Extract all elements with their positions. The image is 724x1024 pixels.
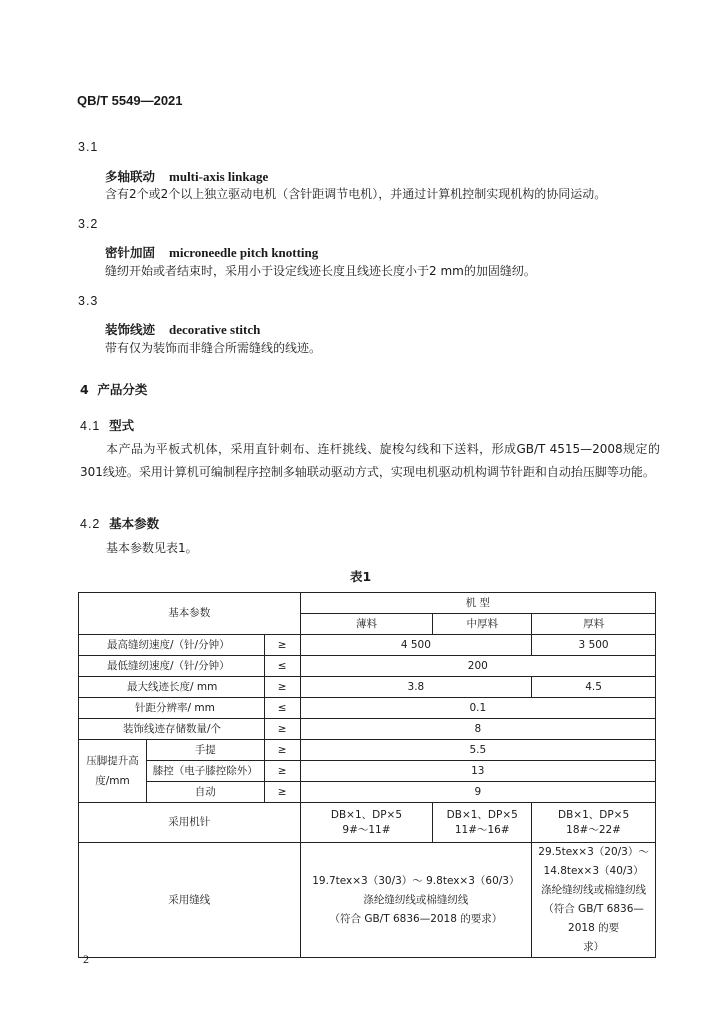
comparison-symbol: ≥ xyxy=(264,761,300,782)
table-row xyxy=(79,803,656,843)
param-label: 自动 xyxy=(146,782,264,803)
value-cell xyxy=(532,803,656,843)
table-caption: 表1 xyxy=(350,569,372,584)
clause-number: 3.1 xyxy=(78,140,99,154)
header-cell: 机 型 xyxy=(300,593,655,614)
table-row xyxy=(79,593,656,614)
needle-size: 9#～11# xyxy=(342,823,391,836)
header-cell: 薄料 xyxy=(300,614,433,635)
thread-standard: 求） xyxy=(583,941,605,953)
section-number: 4 xyxy=(80,382,89,397)
term-definition: 带有仅为装饰而非缝合所需缝线的线迹。 xyxy=(105,341,322,355)
header-cell: 厚料 xyxy=(532,614,656,635)
needle-size: 11#～16# xyxy=(454,823,510,836)
comparison-symbol: ≤ xyxy=(264,656,300,677)
term-heading xyxy=(105,320,260,338)
subsection-number: 4.1 xyxy=(80,419,101,433)
param-label: 膝控（电子膝控除外） xyxy=(146,761,264,782)
needle-type: DB×1、DP×5 xyxy=(557,808,630,821)
value-cell: 3.8 xyxy=(300,677,532,698)
needle-type: DB×1、DP×5 xyxy=(330,808,403,821)
table-row xyxy=(79,782,656,803)
param-label: 装饰线迹存储数量/个 xyxy=(79,719,265,740)
header-cell: 基本参数 xyxy=(79,593,301,635)
value-cell: 8 xyxy=(300,719,655,740)
term-definition: 含有2个或2个以上独立驱动电机（含针距调节电机），并通过计算机控制实现机构的协同运动。 xyxy=(105,187,607,201)
value-cell xyxy=(300,803,433,843)
term-en: decorative stitch xyxy=(169,322,261,337)
value-cell xyxy=(532,843,656,958)
value-cell: 9 xyxy=(300,782,655,803)
param-label: 采用机针 xyxy=(79,803,301,843)
table-row xyxy=(79,761,656,782)
clause-number: 3.2 xyxy=(78,217,99,231)
term-zh: 密针加固 xyxy=(105,245,156,260)
param-label: 最大线迹长度/ mm xyxy=(79,677,265,698)
value-cell: 4.5 xyxy=(532,677,656,698)
term-heading xyxy=(105,243,318,261)
value-cell xyxy=(300,843,532,958)
clause-number: 3.3 xyxy=(78,294,99,308)
subsection-heading xyxy=(80,416,134,434)
param-label: 手提 xyxy=(146,740,264,761)
subsection-title: 型式 xyxy=(109,418,135,433)
comparison-symbol: ≥ xyxy=(264,740,300,761)
table-row xyxy=(79,635,656,656)
term-en: microneedle pitch knotting xyxy=(169,245,319,260)
paragraph: 本产品为平板式机体，采用直针刺布、连杆挑线、旋梭勾线和下送料，形成GB/T 4515—2008规定的301线迹。采用计算机可编制程序控制多轴联动驱动方式，实现电机驱动机构调节针距和自动抬压脚等功能。 xyxy=(80,442,660,479)
term-definition: 缝纫开始或者结束时，采用小于设定线迹长度且线迹长度小于2 mm的加固缝纫。 xyxy=(105,264,536,278)
comparison-symbol: ≤ xyxy=(264,698,300,719)
section-title: 产品分类 xyxy=(97,382,148,397)
param-label: 采用缝线 xyxy=(79,843,301,958)
value-cell: 3 500 xyxy=(532,635,656,656)
term-zh: 多轴联动 xyxy=(105,169,156,184)
term-heading xyxy=(105,167,268,185)
table-row xyxy=(79,719,656,740)
comparison-symbol: ≥ xyxy=(264,677,300,698)
subsection-heading xyxy=(80,514,159,532)
value-cell: 5.5 xyxy=(300,740,655,761)
table-row xyxy=(79,843,656,958)
comparison-symbol: ≥ xyxy=(264,719,300,740)
paragraph: 基本参数见表1。 xyxy=(106,541,198,555)
param-label: 最高缝纫速度/（针/分钟） xyxy=(79,635,265,656)
term-zh: 装饰线迹 xyxy=(105,322,156,337)
thread-material: 涤纶缝纫线或棉缝纫线 xyxy=(363,893,469,906)
table-row xyxy=(79,698,656,719)
group-label: 压脚提升高度/mm xyxy=(79,740,147,803)
needle-type: DB×1、DP×5 xyxy=(446,808,518,821)
value-cell: 13 xyxy=(300,761,655,782)
thread-spec: 29.5tex×3（20/3）～ xyxy=(538,846,649,858)
thread-material: 涤纶缝纫线或棉缝纫线 xyxy=(541,884,647,896)
page-number: 2 xyxy=(83,952,89,966)
comparison-symbol: ≥ xyxy=(264,635,300,656)
value-cell: 4 500 xyxy=(300,635,532,656)
term-en: multi-axis linkage xyxy=(169,169,269,184)
value-cell: 200 xyxy=(300,656,655,677)
table-row xyxy=(79,740,656,761)
param-label: 最低缝纫速度/（针/分钟） xyxy=(79,656,265,677)
standard-id: QB/T 5549—2021 xyxy=(77,93,183,108)
value-cell: 0.1 xyxy=(300,698,655,719)
thread-spec: 14.8tex×3（40/3） xyxy=(543,865,644,877)
table-row xyxy=(79,656,656,677)
subsection-title: 基本参数 xyxy=(109,516,160,531)
thread-standard: （符合 GB/T 6836—2018 的要 xyxy=(543,903,644,934)
thread-spec: 19.7tex×3（30/3）～ 9.8tex×3（60/3） xyxy=(312,874,520,887)
subsection-number: 4.2 xyxy=(80,517,101,531)
thread-standard: （符合 GB/T 6836—2018 的要求） xyxy=(329,912,503,925)
comparison-symbol: ≥ xyxy=(264,782,300,803)
param-label: 针距分辨率/ mm xyxy=(79,698,265,719)
value-cell xyxy=(433,803,532,843)
needle-size: 18#～22# xyxy=(566,823,621,836)
header-cell: 中厚料 xyxy=(433,614,532,635)
basic-parameters-table xyxy=(78,592,656,958)
table-row xyxy=(79,677,656,698)
section-heading xyxy=(80,380,147,398)
